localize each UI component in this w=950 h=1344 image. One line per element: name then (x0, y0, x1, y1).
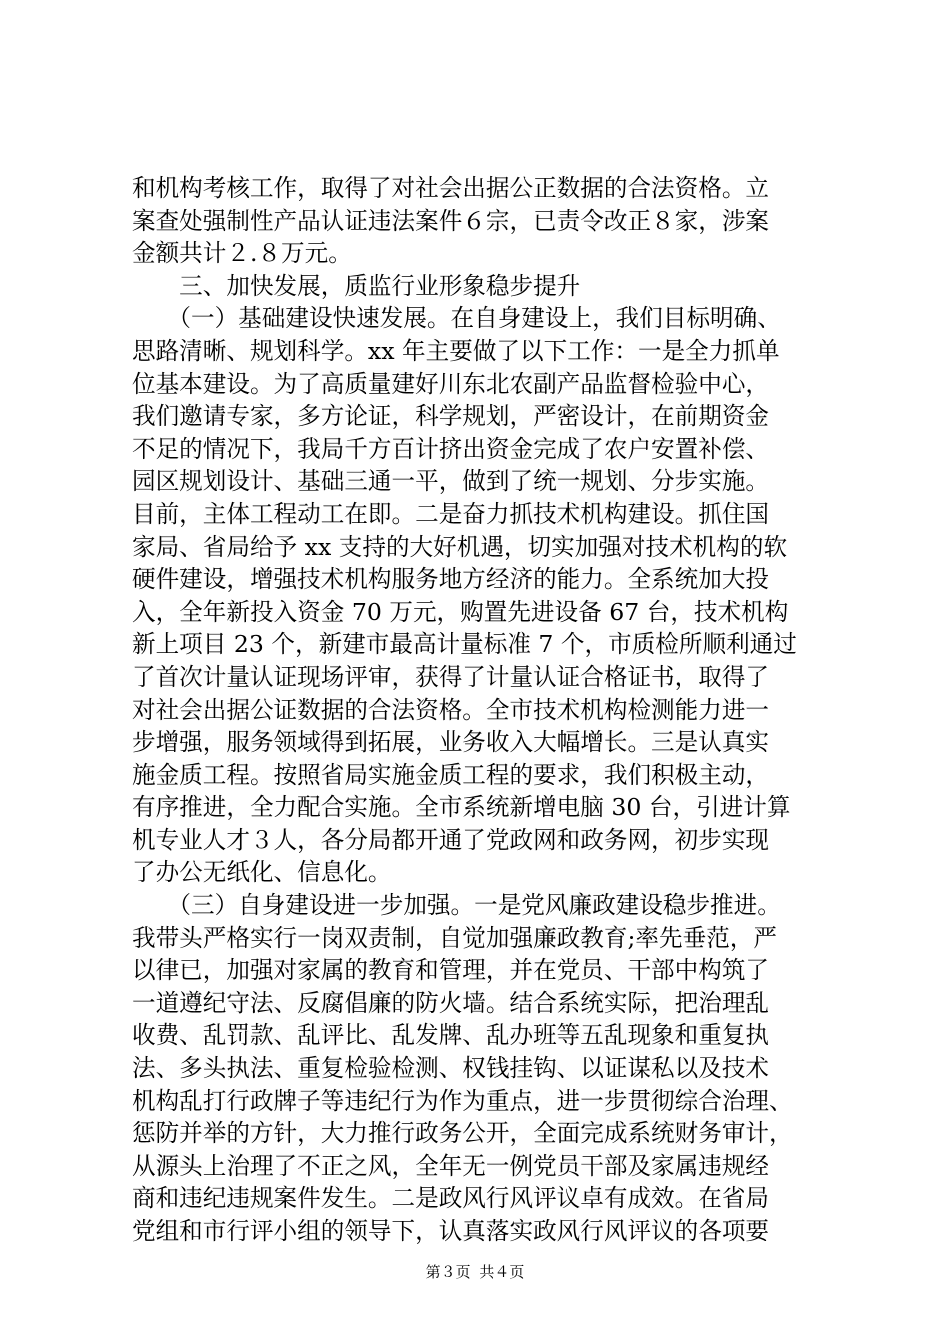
text-line: 硬件建设，增强技术机构服务地方经济的能力。全系统加大投 (132, 565, 770, 594)
text-line: 不足的情况下，我局千方百计挤出资金完成了农户安置补偿、 (132, 434, 770, 463)
text-line: 商和违纪违规案件发生。二是政风行风评议卓有成效。在省局 (132, 1184, 770, 1213)
text-line: （一）基础建设快速发展。在自身建设上，我们目标明确、 (132, 304, 781, 333)
text-line: 新上项目 23 个，新建市最高计量标准 7 个，市质检所顺利通过 (132, 630, 797, 659)
page-number: 第３页 (425, 1263, 471, 1281)
text-line: 我带头严格实行一岗双责制，自觉加强廉政教育;率先垂范，严 (132, 923, 777, 952)
text-line: 案查处强制性产品认证违法案件６宗，已责令改正８家，涉案 (132, 206, 770, 235)
text-line: 目前，主体工程动工在即。二是奋力抓技术机构建设。抓住国 (132, 499, 770, 528)
text-line: 园区规划设计、基础三通一平，做到了统一规划、分步实施。 (132, 467, 770, 496)
text-line: 机专业人才３人，各分局都开通了党政网和政务网，初步实现 (132, 825, 770, 854)
text-line: 一道遵纪守法、反腐倡廉的防火墙。结合系统实际，把治理乱 (132, 988, 770, 1017)
document-body (132, 172, 832, 1248)
text-line: 家局、省局给予 xx 支持的大好机遇，切实加强对技术机构的软 (132, 532, 788, 561)
text-line: 步增强，服务领域得到拓展，业务收入大幅增长。三是认真实 (132, 728, 770, 757)
text-line: 对社会出据公证数据的合法资格。全市技术机构检测能力进一 (132, 695, 770, 724)
text-line: 施金质工程。按照省局实施金质工程的要求，我们积极主动， (132, 760, 770, 789)
text-line: 金额共计２.８万元。 (132, 239, 352, 268)
text-line: 机构乱打行政牌子等违纪行为作为重点，进一步贯彻综合治理、 (132, 1086, 793, 1115)
text-line: （三）自身建设进一步加强。一是党风廉政建设稳步推进。 (132, 891, 781, 920)
text-line: 了首次计量认证现场评审，获得了计量认证合格证书，取得了 (132, 662, 770, 691)
text-line: 我们邀请专家，多方论证，科学规划，严密设计，在前期资金 (132, 402, 770, 431)
text-line: 入，全年新投入资金 70 万元，购置先进设备 67 台，技术机构 (132, 597, 789, 626)
text-line: 了办公无纸化、信息化。 (132, 858, 392, 887)
text-line: 位基本建设。为了高质量建好川东北农副产品监督检验中心， (132, 369, 770, 398)
text-line: 有序推进，全力配合实施。全市系统新增电脑 30 台，引进计算 (132, 793, 791, 822)
text-line: 和机构考核工作，取得了对社会出据公正数据的合法资格。立 (132, 174, 770, 202)
text-line: 思路清晰、规划科学。xx 年主要做了以下工作：一是全力抓单 (132, 336, 780, 365)
text-line: 法、多头执法、重复检验检测、权钱挂钩、以证谋私以及技术 (132, 1054, 770, 1083)
text-line: 从源头上治理了不正之风，全年无一例党员干部及家属违规经 (132, 1151, 770, 1180)
page-footer (0, 1262, 950, 1282)
text-line: 党组和市行评小组的领导下，认真落实政风行风评议的各项要 (132, 1217, 770, 1245)
page-total: 共４页 (479, 1263, 525, 1281)
text-line: 三、加快发展，质监行业形象稳步提升 (132, 271, 581, 300)
text-line: 收费、乱罚款、乱评比、乱发牌、乱办班等五乱现象和重复执 (132, 1021, 770, 1050)
text-line: 惩防并举的方针，大力推行政务公开，全面完成系统财务审计， (132, 1119, 793, 1148)
text-line: 以律已，加强对家属的教育和管理，并在党员、干部中构筑了 (132, 956, 770, 985)
